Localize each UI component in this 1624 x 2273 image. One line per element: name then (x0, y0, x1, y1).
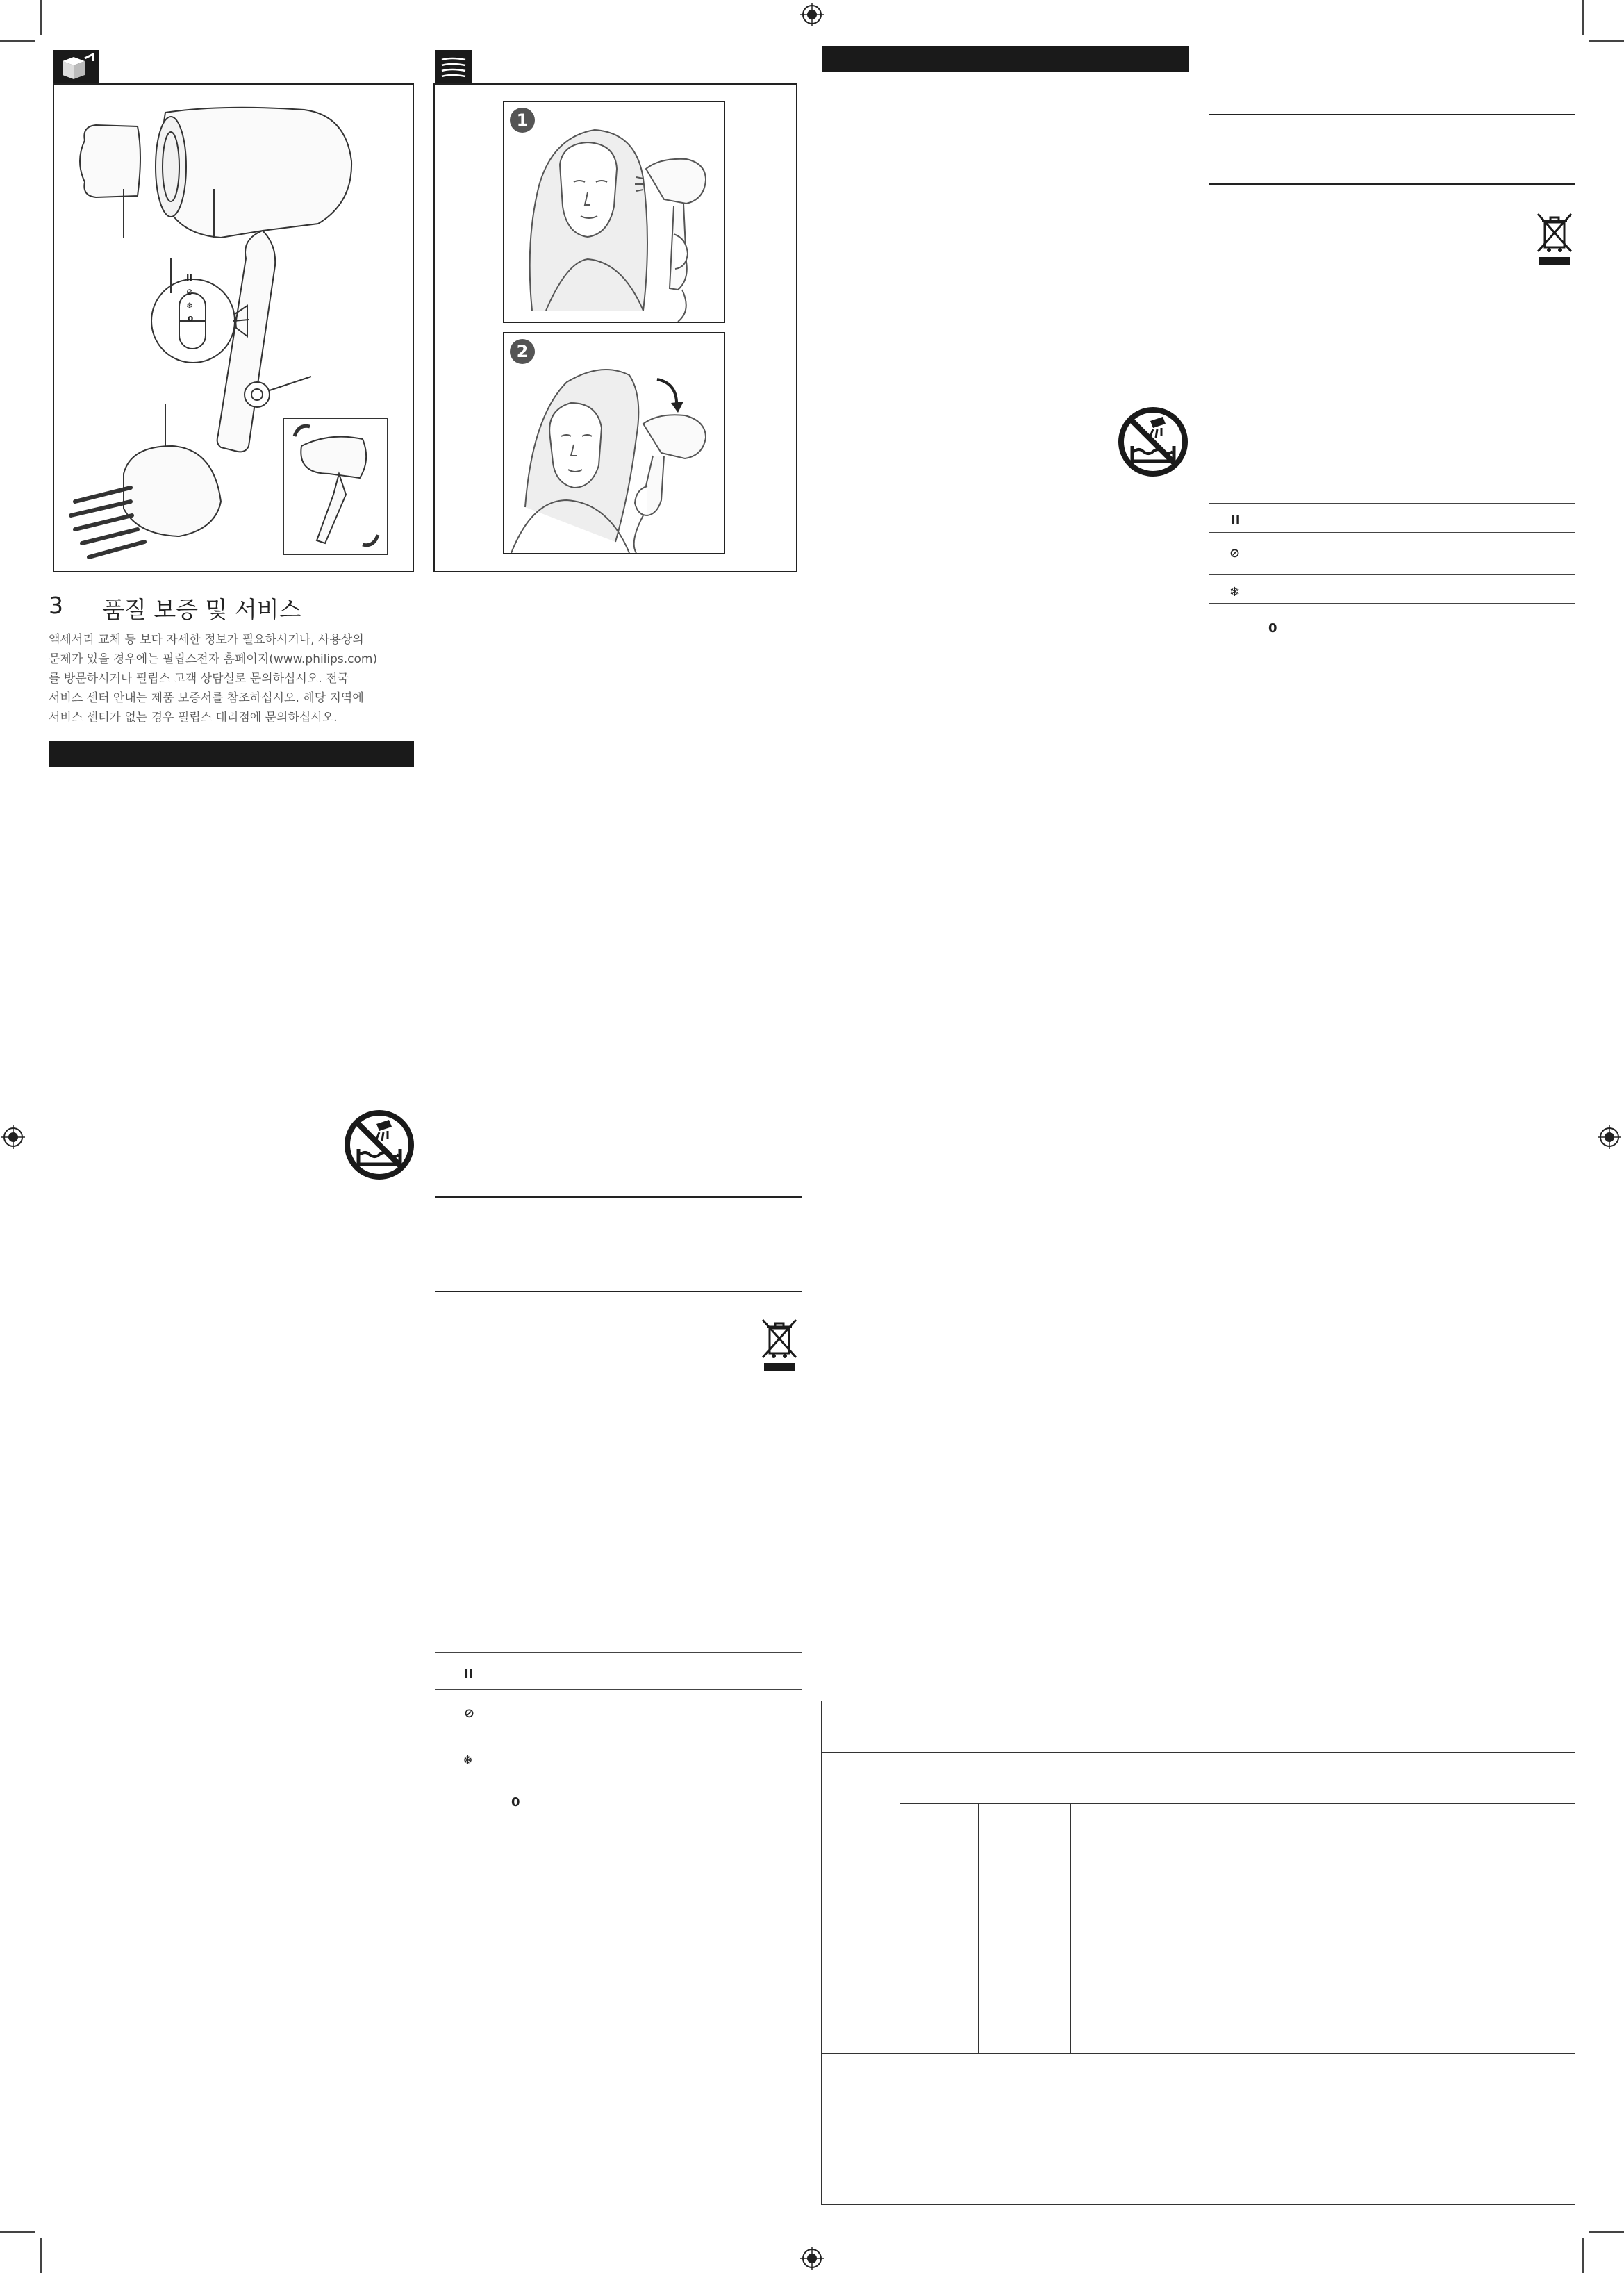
power-off-icon: 0 (511, 1795, 520, 1810)
crop-mark (40, 0, 42, 35)
thermo-protect-icon: ⊘ (464, 1706, 475, 1721)
cool-shot-icon: ❄ (463, 1753, 474, 1768)
svg-text:❄: ❄ (186, 301, 194, 311)
svg-text:II: II (186, 273, 192, 283)
step-number-badge: 2 (510, 339, 535, 364)
settings-row-divider (1209, 603, 1575, 604)
crop-mark (40, 2238, 42, 2273)
thermo-protect-icon: ⊘ (1229, 546, 1241, 561)
crop-mark (0, 40, 35, 42)
settings-row-divider (435, 1689, 802, 1690)
table-row (822, 1990, 1575, 2022)
crop-mark (1589, 2231, 1624, 2233)
registration-mark-icon (800, 3, 824, 26)
section-body-line: 문제가 있을 경우에는 필립스전자 홈페이지(www.philips.com) (49, 652, 378, 666)
usage-step-2-illustration (503, 332, 725, 554)
spec-table-header-cell (1071, 1804, 1166, 1894)
spec-table-header-cell (900, 1753, 1575, 1804)
speed-high-icon: II (464, 1667, 474, 1682)
product-overview-illustration (53, 83, 414, 572)
settings-row-divider (1209, 574, 1575, 575)
spec-table-header-cell (1282, 1804, 1416, 1894)
settings-row-divider (1209, 503, 1575, 504)
svg-text:o: o (188, 313, 194, 323)
spec-table-header-cell (1166, 1804, 1282, 1894)
airflow-lines-icon (435, 50, 472, 83)
power-off-icon: 0 (1268, 621, 1277, 636)
crop-mark (1582, 2238, 1584, 2273)
separator (1209, 114, 1575, 115)
crossed-bin-icon (1535, 211, 1574, 267)
section-number: 3 (49, 592, 63, 619)
spec-table (821, 1752, 1575, 2054)
speed-high-icon: II (1231, 513, 1241, 527)
no-bath-water-icon (1117, 406, 1189, 478)
settings-row-divider (435, 1652, 802, 1653)
crop-mark (1582, 0, 1584, 35)
crossed-bin-icon (760, 1317, 799, 1373)
unpack-box-icon (53, 50, 99, 83)
no-bath-water-icon (343, 1109, 415, 1181)
separator (435, 1291, 802, 1292)
section-bar (49, 741, 414, 767)
table-row (822, 1958, 1575, 1990)
step-number-badge: 1 (510, 108, 535, 133)
registration-mark-icon (800, 2247, 824, 2270)
section-body-line: 를 방문하시거나 필립스 고객 상담실로 문의하십시오. 전국 (49, 672, 349, 686)
section-title: 품질 보증 및 서비스 (102, 596, 301, 623)
usage-step-1-illustration (503, 101, 725, 323)
section-body-line: 서비스 센터 안내는 제품 보증서를 참조하십시오. 해당 지역에 (49, 691, 364, 705)
spec-table-header-cell (900, 1804, 979, 1894)
crop-mark (1589, 40, 1624, 42)
spec-table-header-cell (822, 1753, 900, 1894)
spec-table-header-cell (1416, 1804, 1575, 1894)
separator (435, 1196, 802, 1198)
table-row (822, 2022, 1575, 2054)
section-bar (822, 46, 1189, 72)
cool-shot-icon: ❄ (1229, 585, 1241, 600)
settings-row-divider (1209, 532, 1575, 533)
crop-mark (0, 2231, 35, 2233)
section-body-line: 액세서리 교체 등 보다 자세한 정보가 필요하시거나, 사용상의 (49, 633, 364, 647)
spec-table-header-cell (979, 1804, 1071, 1894)
table-row (822, 1894, 1575, 1926)
table-row (822, 1926, 1575, 1958)
registration-mark-icon (1, 1125, 25, 1149)
svg-text:⊘: ⊘ (186, 287, 194, 297)
registration-mark-icon (1598, 1125, 1621, 1149)
separator (1209, 183, 1575, 185)
section-body-line: 서비스 센터가 없는 경우 필립스 대리점에 문의하십시오. (49, 711, 338, 725)
